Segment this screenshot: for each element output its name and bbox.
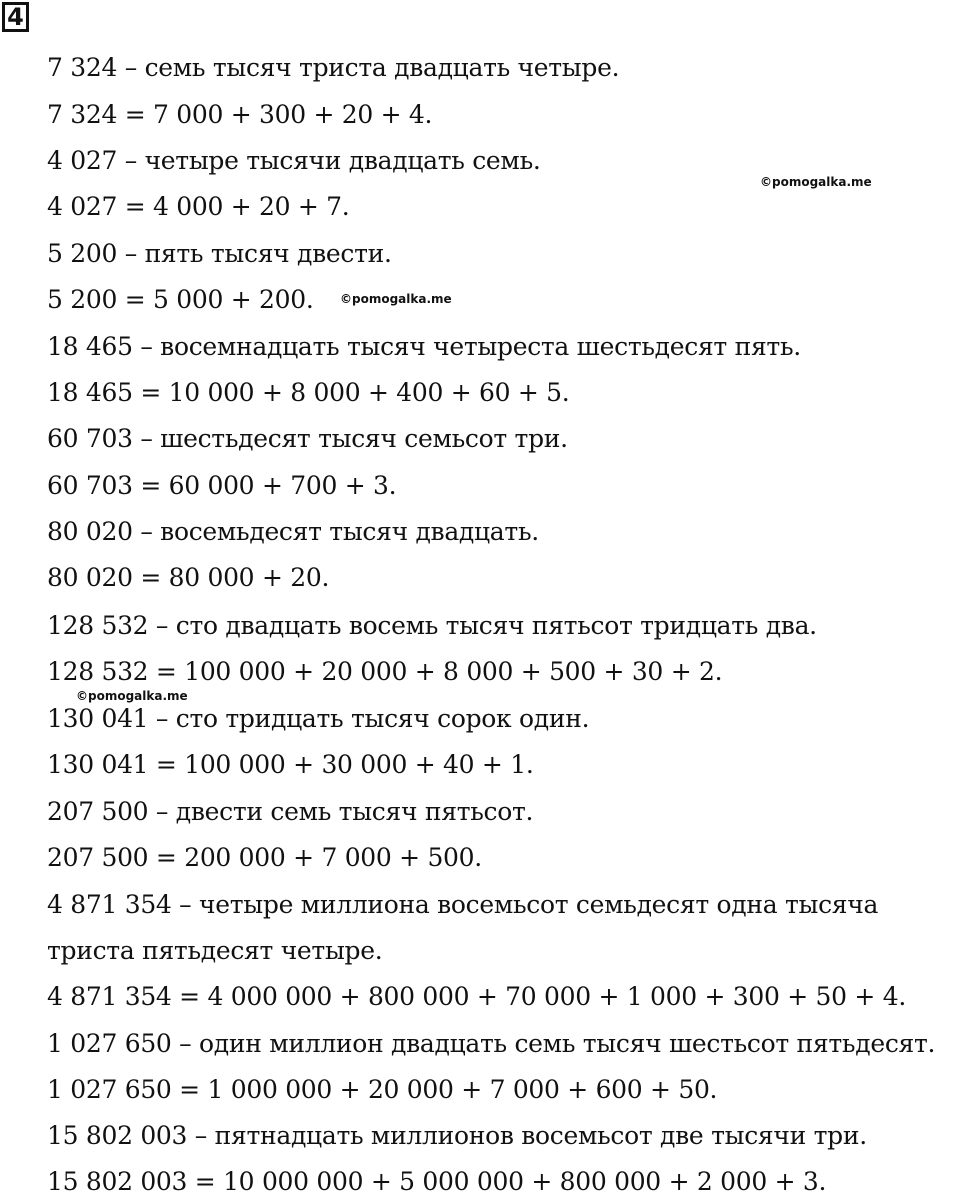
solution-line: 4 027 – четыре тысячи двадцать семь. [47, 146, 541, 175]
solution-line: 15 802 003 = 10 000 000 + 5 000 000 + 800 000 + 2 000 + 3. [47, 1167, 827, 1196]
solution-line: 60 703 – шестьдесят тысяч семьсот три. [47, 424, 568, 453]
solution-line: 130 041 – сто тридцать тысяч сорок один. [47, 704, 590, 733]
solution-line: 207 500 – двести семь тысяч пятьсот. [47, 797, 534, 826]
task-number-badge: 4 [2, 2, 29, 32]
solution-line: 18 465 – восемнадцать тысяч четыреста шестьдесят пять. [47, 332, 801, 361]
solution-line: 1 027 650 – один миллион двадцать семь тысяч шестьсот пятьдесят. [47, 1029, 936, 1058]
watermark: ©pomogalka.me [340, 292, 452, 306]
solution-line: 7 324 – семь тысяч триста двадцать четыре. [47, 53, 620, 82]
solution-line: 4 871 354 = 4 000 000 + 800 000 + 70 000 + 1 000 + 300 + 50 + 4. [47, 982, 906, 1011]
solution-line: 7 324 = 7 000 + 300 + 20 + 4. [47, 100, 433, 129]
solution-line: 130 041 = 100 000 + 30 000 + 40 + 1. [47, 750, 534, 779]
solution-line: 80 020 – восемьдесят тысяч двадцать. [47, 517, 539, 546]
solution-line: триста пятьдесят четыре. [47, 936, 383, 965]
solution-line: 15 802 003 – пятнадцать миллионов восемьсот две тысячи три. [47, 1121, 867, 1150]
solution-line: 1 027 650 = 1 000 000 + 20 000 + 7 000 + 600 + 50. [47, 1075, 718, 1104]
solution-line: 60 703 = 60 000 + 700 + 3. [47, 471, 397, 500]
solution-line: 4 027 = 4 000 + 20 + 7. [47, 192, 350, 221]
solution-line: 207 500 = 200 000 + 7 000 + 500. [47, 843, 482, 872]
solution-line: 128 532 = 100 000 + 20 000 + 8 000 + 500 + 30 + 2. [47, 657, 723, 686]
watermark: ©pomogalka.me [760, 175, 872, 189]
watermark: ©pomogalka.me [76, 689, 188, 703]
solution-line: 5 200 = 5 000 + 200. [47, 285, 314, 314]
solution-line: 18 465 = 10 000 + 8 000 + 400 + 60 + 5. [47, 378, 570, 407]
solution-line: 4 871 354 – четыре миллиона восемьсот семьдесят одна тысяча [47, 890, 879, 919]
solution-line: 80 020 = 80 000 + 20. [47, 563, 330, 592]
solution-line: 128 532 – сто двадцать восемь тысяч пятьсот тридцать два. [47, 611, 817, 640]
solution-line: 5 200 – пять тысяч двести. [47, 239, 392, 268]
